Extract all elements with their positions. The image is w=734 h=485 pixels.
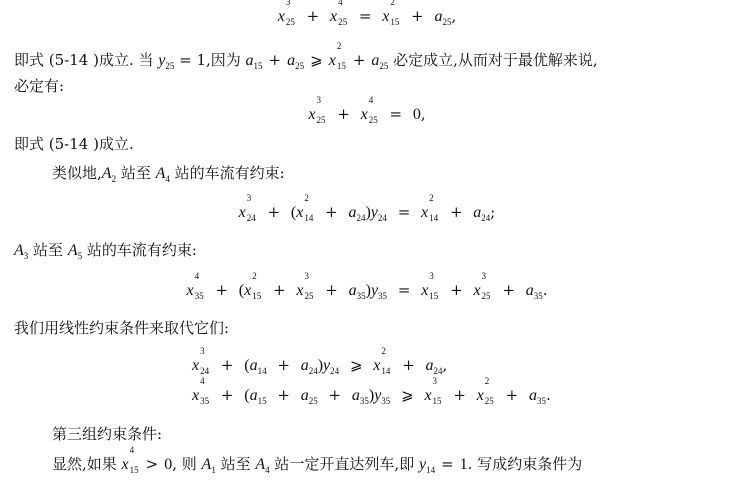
inequality-a2-a4: x 3 $_{24} + (a_{14} + a_{24})y_{24}$ ⩾ x 2 $_{14} + a_{24}$, xyxy=(192,346,448,376)
inequality-a3-a5: x 4 $_{35} + (a_{15} + a_{25} + a_{35})y_{35}$ ⩾ x 3 $_{15}$ + x 2 $_{25} + a_{35}$. xyxy=(192,376,551,406)
paragraph-must-have: 必定有: xyxy=(14,77,65,95)
equation-x25-sum: x 3 $_{25}$ + x 4 $_{25}$ = x 2 $_{15} + a_{25}$, xyxy=(277,0,457,27)
paragraph-linear-constraints: 我们用线性约束条件来取代它们: xyxy=(14,319,230,337)
equation-a3-a5: x 4 $_{35}$ + (x 2 $_{15}$ + x 3 $_{25} + a_{35})y_{35} = x$ 3 $_{15}$ + x 3 $_{25} + a_{35}$. xyxy=(186,271,548,301)
paragraph-condition: 即式 (5-14 )成立. 当 $y_{25} = 1$,因为 $a_{15} + a_{25}$ ⩾ x 2 $_{15} + a_{25}$ 必定成立,从而对于最优解来说, xyxy=(14,41,598,71)
paragraph-a3-a5: $A_3$ 站至 $A_5$ 站的车流有约束: xyxy=(14,241,197,261)
paragraph-similarly: 类似地$,A_2$ 站至 $A_4$ 站的车流有约束: xyxy=(52,164,285,184)
paragraph-obviously: 显然,如果 x 4 $_{15}$ > 0, 则 $A_1$ 站至 $A_4$ 站一定开直达列车,即 $y_{14} = 1$. 写成约束条件为 xyxy=(52,445,583,475)
paragraph-holds: 即式 (5-14 )成立. xyxy=(14,135,134,153)
equation-x25-zero: x 3 $_{25}$ + x 4 $_{25}$ = 0, xyxy=(308,95,426,125)
equation-a2-a4: x 3 $_{24}$ + (x 2 $_{14} + a_{24})y_{24} = x$ 2 $_{14} + a_{24}$; xyxy=(238,193,496,223)
paragraph-third-group: 第三组约束条件: xyxy=(52,425,163,443)
